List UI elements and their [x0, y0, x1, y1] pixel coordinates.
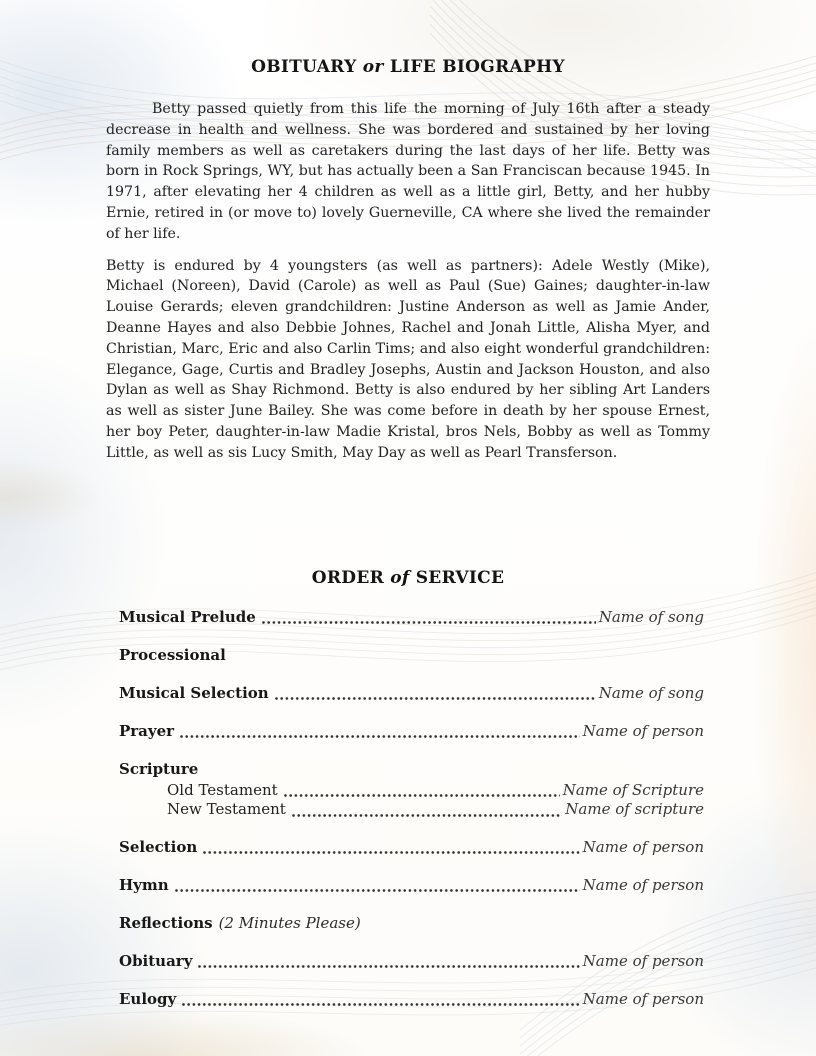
- order-of-service-list: [106, 607, 710, 1010]
- service-item-label: Reflections: [119, 913, 213, 932]
- service-item-label: Selection: [119, 837, 198, 856]
- service-item-label: Musical Prelude: [119, 607, 256, 626]
- dotted-leader: [182, 1003, 579, 1006]
- dotted-leader: [198, 965, 579, 968]
- obituary-title-part2: LIFE BIOGRAPHY: [389, 57, 565, 77]
- scripture-new-testament-row: [119, 800, 704, 820]
- obituary-title-part1: OBITUARY: [251, 57, 357, 77]
- service-item-scripture: [119, 759, 704, 780]
- service-title-part1: ORDER: [311, 567, 385, 588]
- service-item-obituary: [119, 951, 704, 972]
- scripture-sub-value: Name of Scripture: [562, 780, 704, 799]
- service-item-eulogy: [119, 989, 704, 1010]
- service-item-value: Name of person: [582, 721, 704, 740]
- service-item-prayer: [119, 721, 704, 742]
- service-item-hymn: [119, 875, 704, 896]
- service-item-label: Eulogy: [119, 989, 177, 1008]
- service-item-scripture-group: [119, 759, 704, 820]
- service-item-value: Name of song: [598, 607, 704, 626]
- dotted-leader: [275, 697, 596, 700]
- scripture-sub-label: Old Testament: [167, 780, 278, 799]
- scripture-sub-label: New Testament: [167, 800, 286, 819]
- service-item-label: Hymn: [119, 875, 169, 894]
- service-item-label: Prayer: [119, 721, 175, 740]
- obituary-section-title: [106, 0, 710, 77]
- service-item-value: Name of person: [582, 989, 704, 1008]
- service-title-part2: SERVICE: [415, 567, 505, 588]
- dotted-leader: [180, 735, 580, 738]
- service-item-musical-prelude: [119, 607, 704, 628]
- obituary-paragraph-2: Betty is endured by 4 youngsters (as well as partners): Adele Westly (Mike), Michael (Noreen), David (Carole) as well as Paul (Sue) Gaines; daughter-in-law Louise Gerards; eleven grandchildren: Justine Anderson as well as Jamie Ander, Deanne Hayes and also Debbie Johnes, Rachel and Jonah Little, Alisha Myer, and Christian, Marc, Eric and also Carlin Tims; and also eight wonderful grandchildren: Elegance, Gage, Curtis and Bradley Josephs, Austin and Jackson Houston, and also Dylan as well as Shay Richmond. Betty is also endured by her sibling Art Landers as well as sister June Bailey. She was come before in death by her spouse Ernest, her boy Peter, daughter-in-law Madie Kristal, bros Nels, Bobby as well as Tommy Little, as well as sis Lucy Smith, May Day as well as Pearl Transferson.: [106, 257, 710, 461]
- service-item-label: Scripture: [119, 759, 199, 778]
- dotted-leader: [262, 621, 596, 624]
- scripture-old-testament-row: [119, 781, 704, 801]
- dotted-leader: [175, 889, 580, 892]
- obituary-title-conjunction: or: [362, 57, 384, 77]
- service-item-value: Name of person: [582, 951, 704, 970]
- order-of-service-title: [106, 464, 710, 588]
- service-item-label: Processional: [119, 645, 226, 664]
- service-item-value: Name of person: [582, 837, 704, 856]
- dotted-leader: [203, 851, 579, 854]
- service-item-reflections: [119, 913, 704, 934]
- service-item-note: (2 Minutes Please): [218, 913, 361, 932]
- service-item-musical-selection: [119, 683, 704, 704]
- service-item-processional: [119, 645, 704, 666]
- service-item-value: Name of song: [598, 683, 704, 702]
- service-item-value: Name of person: [582, 875, 704, 894]
- scripture-sub-value: Name of scripture: [565, 800, 704, 819]
- page-content: [106, 0, 710, 1010]
- service-title-conjunction: of: [390, 567, 410, 588]
- service-item-selection: [119, 837, 704, 858]
- dotted-leader: [284, 794, 560, 797]
- dotted-leader: [292, 814, 563, 817]
- service-item-label: Obituary: [119, 951, 193, 970]
- service-item-label: Musical Selection: [119, 683, 269, 702]
- obituary-paragraph-1: Betty passed quietly from this life the morning of July 16th after a steady decrease in health and wellness. She was bordered and sustained by her loving family members as well as caretakers during the last days of her life. Betty was born in Rock Springs, WY, but has actually been a San Franciscan because 1945. In 1971, after elevating her 4 children as well as a little girl, Betty, and her hubby Ernie, retired in (or move to) lovely Guerneville, CA where she lived the remainder of her life.: [106, 101, 710, 242]
